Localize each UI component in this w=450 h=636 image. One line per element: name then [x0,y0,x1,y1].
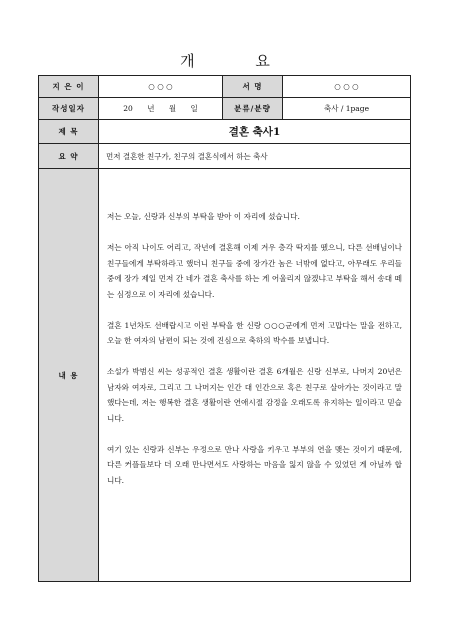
date-row [39,98,411,120]
content-paragraph-1: 저는 오늘, 신랑과 신부의 부탁을 받아 이 자리에 섰습니다. [107,212,300,221]
content-body [99,169,411,582]
category-value: 축사 / 1page [283,98,411,120]
signature-value: ○ ○ ○ [283,76,411,98]
category-label: 분류/분량 [223,98,283,120]
author-value: ○ ○ ○ [99,76,223,98]
content-label: 내 용 [39,169,99,582]
content-paragraph-3: 결혼 1년차도 선배랍시고 이런 부탁을 한 신랑 ○○○군에게 먼저 고맙다는 말을 전하고, 오늘 한 여자의 남편이 되는 것에 진심으로 축하의 박수를 보냅니다. [107,320,402,345]
subject-value: 결혼 축사1 [99,120,411,144]
signature-label: 서 명 [223,76,283,98]
content-paragraph-5: 여기 있는 신랑과 신부는 우정으로 만나 사랑을 키우고 부부의 연을 맺는 것이기 때문에, 다른 커플들보다 더 오래 만나면서도 사랑하는 마음을 잃지 않을 수 있었던 게 아닐까 합니다. [107,444,402,485]
content-paragraph-2: 저는 아직 나이도 어리고, 작년에 결혼해 이제 겨우 층각 딱지를 뗐으니, 다른 선배님이나 친구들에게 부탁하라고 했더니 친구들 중에 장가간 놈은 너밖에 없다고, 아무래도 우리들 중에 장가 제일 먼저 간 네가 결혼 축사를 하는 게 어울리지 않겠냐고 부탁을 해서 송대 떼는 심정으로 이 자리에 섰습니다. [107,243,402,299]
summary-row [39,144,411,169]
subject-row [39,120,411,144]
author-row [39,76,411,98]
content-row [39,169,411,582]
summary-label: 요 약 [39,144,99,169]
summary-value: 먼저 결혼한 친구가, 친구의 결혼식에서 하는 축사 [99,144,411,169]
author-label: 지 은 이 [39,76,99,98]
content-paragraph-4: 소설가 박범신 씨는 성공적인 결혼 생활이란 결혼 6개월은 신랑 신부로, 나머지 20년은 남자와 여자로, 그리고 그 나머지는 인간 대 인간으로 혹은 친구로 살아가는 것이라고 말했다는데, 저는 행복한 결혼 생활이란 연애시절 감정을 오래도록 유지하는 일이라고 믿습니다. [107,367,402,423]
page-title: 개 요 [180,52,298,70]
overview-form-table [38,75,411,582]
date-label: 작성일자 [39,98,99,120]
subject-label: 제 목 [39,120,99,144]
date-value: 20 년 월 일 [99,98,223,120]
